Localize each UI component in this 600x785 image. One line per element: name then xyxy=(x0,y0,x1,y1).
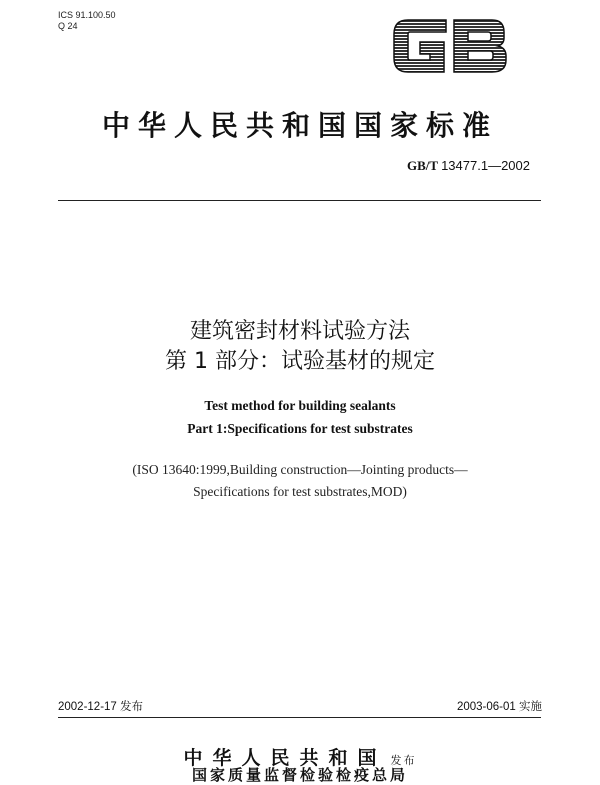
standard-code-prefix: GB/T xyxy=(406,158,438,173)
standard-name: 中华人民共和国国家标准 xyxy=(101,109,498,142)
publisher-name: 中华人民共和国 xyxy=(183,747,387,769)
ics-code: ICS 91.100.50 xyxy=(58,10,116,20)
standard-code xyxy=(407,158,530,174)
issue-date: 2002-12-17 发布 xyxy=(58,701,144,713)
publisher-name-line-2: 国家质量监督检验检疫总局 xyxy=(191,766,408,784)
bottom-divider xyxy=(58,717,541,718)
publish-label: 发布 xyxy=(390,754,417,767)
implementation-date: 2003-06-01 实施 xyxy=(456,701,542,713)
chinese-title-line-1: 建筑密封材料试验方法 xyxy=(189,319,410,344)
top-divider xyxy=(58,200,541,201)
chinese-title-line-2: 第 1 部分：试验基材的规定 xyxy=(165,349,435,374)
gb-logo xyxy=(388,10,512,82)
english-title-line-1: Test method for building sealants xyxy=(204,398,396,413)
ccs-code: Q 24 xyxy=(58,21,78,31)
standard-code-number: 13477.1—2002 xyxy=(441,158,530,173)
iso-reference-line-2: Specifications for test substrates,MOD) xyxy=(193,484,407,499)
iso-reference-line-1: (ISO 13640:1999,Building construction—Jointing products— xyxy=(132,462,468,477)
english-title-line-2: Part 1:Specifications for test substrates xyxy=(187,421,413,436)
